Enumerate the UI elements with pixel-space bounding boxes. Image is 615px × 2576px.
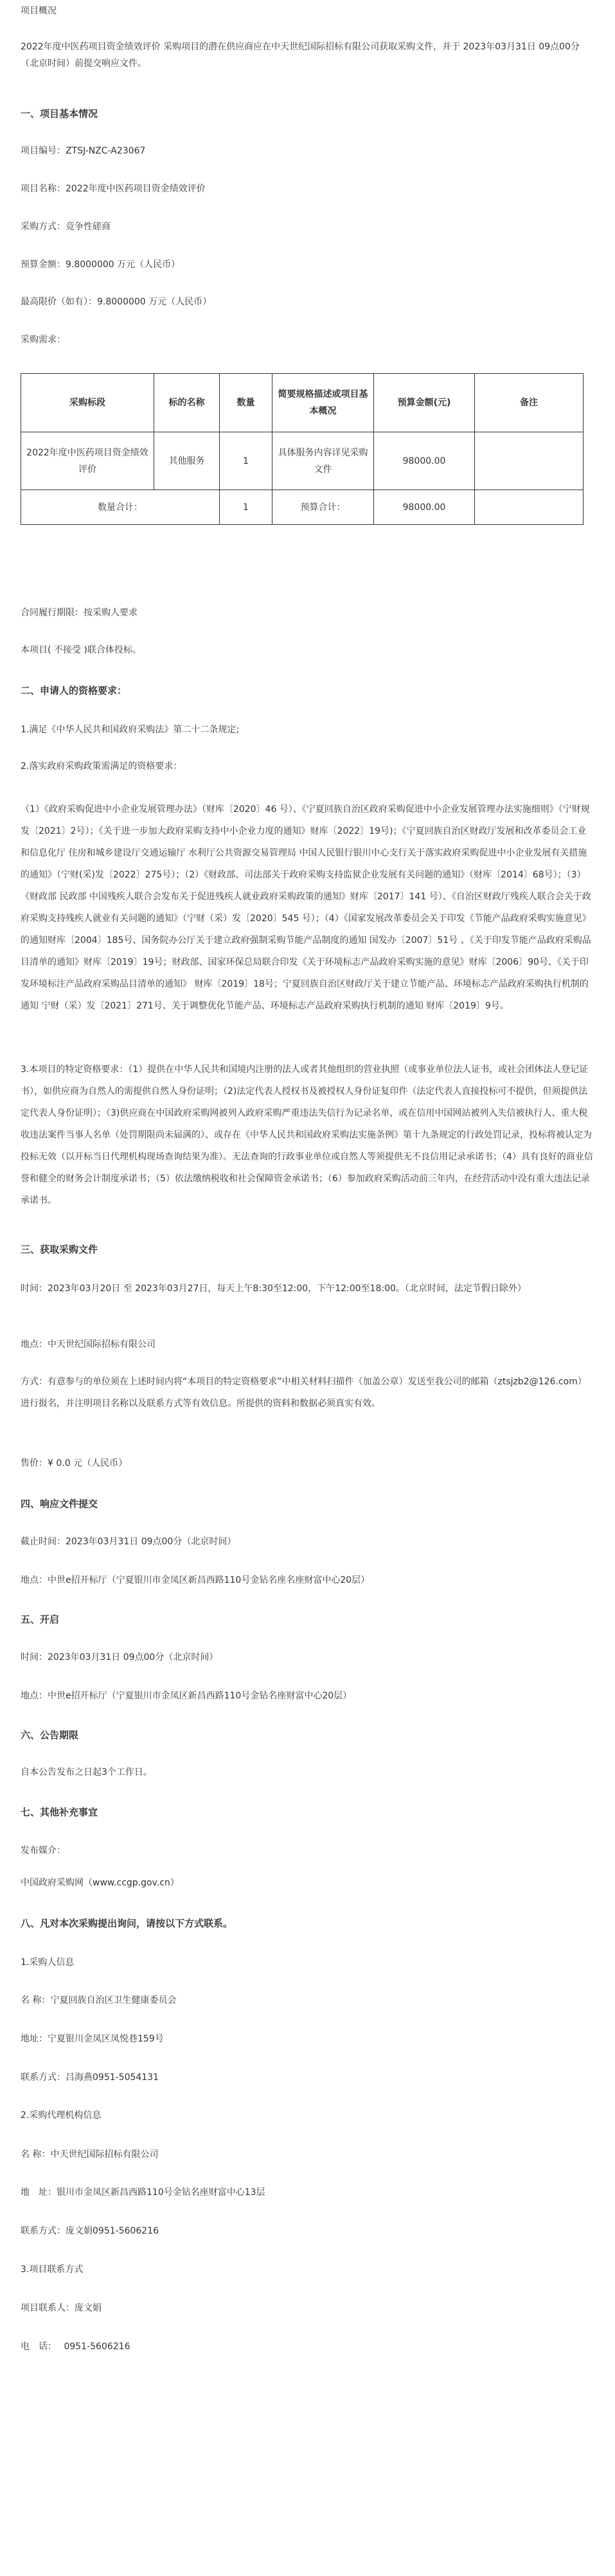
section-4-heading: 四、响应文件提交 (21, 1498, 98, 1510)
total-budget: 98000.00 (374, 490, 475, 525)
section-2-heading: 二、申请人的资格要求： (21, 685, 127, 696)
buyer-contact: 联系方式：吕海燕0951-5054131 (21, 2072, 159, 2083)
table-header-cell: 采购标段 (21, 374, 154, 432)
table-row (21, 432, 584, 490)
policy-requirements: （1）《政府采购促进中小企业发展管理办法》（财库〔2020〕46 号）、《宁夏回族自治区政府采购促进中小企业发展管理办法实施细则》（宁财规发〔2021〕2号）；《关于进一步加大政府采购支持中小企业力度的通知》财库〔2022〕19号)；《宁夏回族自治区财政厅发展和改革委员会工业和信息化厅 住房和城乡建设厅交通运输厅 水利厅公共资源交易管理局 中国人民银行银川中心支行关于落实政府采购促进中小企业发展有关措施的通知》（宁财(采)发〔2022〕275号）；（2）《财政部、司法部关于政府采购支持监狱企业发展有关问题的通知》（财库〔2014〕68号）；（3）《财政部 民政部 中国残疾人联合会发布关于促进残疾人就业政府采购政策的通知》财库〔2017〕141 号）、《自治区财政厅残疾人联合会关于政府采购支持残疾人就业有关问题的通知》（宁财（采）发〔2020〕545 号）；（4）《国家发展改革委员会关于印发《节能产品政府采购实施意见》的通知财库〔2004〕185号、国务院办公厅关于建立政府强制采购节能产品制度的通知 国发办〔2007〕51号 、《关于印发节能产品政府采购品目清单的通知》财库〔2019〕19号；财政部、国家环保总局联合印发《关于环境标志产品政府采购实施的意见》财库〔2006〕90号、《关于印发环境标注产品政府采购品目清单的通知》 财库〔2019〕18号；宁夏回族自治区财政厅关于建立节能产品、环境标志产品政府采购执行机制的通知 宁财（采）发〔2021〕271号、关于调整优化节能产品、环境标志产品政府采购执行机制的通知 财库〔2019〕9号。 (21, 804, 591, 1011)
section-6-heading: 六、公告期限 (21, 1729, 79, 1741)
total-quantity: 1 (220, 490, 272, 525)
media-label: 发布媒介： (21, 1846, 66, 1856)
submission-deadline: 截止时间：2023年03月31日 09点00分（北京时间） (21, 1537, 236, 1547)
qualification-3: 3.本项目的特定资格要求：（1）提供在中华人民共和国境内注册的法人或者其他组织的营业执照（或事业单位法人证书，或社会团体法人登记证书），如供应商为自然人的需提供自然人身份证明；（2)法定代表人授权书及被授权人身份证复印件（法定代表人直接投标可不提供，但须提供法定代表人身份证明）；（3)供应商在中国政府采购网被列入政府采购严重违法失信行为记录名单，或在信用中国网站被列入失信被执行人、重大税收违法案件当事人名单（处罚期限尚未届满的）、或存在《中华人民共和国政府采购法实施条例》第十九条规定的行政处罚记录，投标将被认定为投标无效（以开标当日代理机构现场查询结果为准）。无法查询的行政事业单位或自然人等须提供无不良信用记录承诺书；（4）具有良好的商业信誉和健全的财务会计制度承诺书；（5）依法缴纳税收和社会保障资金承诺书；（6）参加政府采购活动前三年内，在经营活动中没有重大违法记录承诺书。 (21, 1064, 593, 1206)
section-7-heading: 七、其他补充事宜 (21, 1806, 98, 1818)
table-cell: 98000.00 (374, 432, 475, 490)
table-cell: 1 (220, 432, 272, 490)
consortium-note: 本项目( 不接受 )联合体投标。 (21, 645, 141, 655)
table-cell: 其他服务 (154, 432, 220, 490)
agent-address: 地 址：银川市金凤区新昌西路110号金钻名座财富中心13层 (21, 2187, 265, 2198)
project-contact-person: 项目联系人：庞文娟 (21, 2303, 102, 2313)
table-cell: 具体服务内容详见采购文件 (272, 432, 374, 490)
agent-info-heading: 2.采购代理机构信息 (21, 2110, 102, 2121)
table-header-cell: 简要规格描述或项目基本概况 (272, 374, 374, 432)
qualification-2: 2.落实政府采购政策需满足的资格要求： (21, 761, 183, 772)
table-header-cell: 标的名称 (154, 374, 220, 432)
total-quantity-label: 数量合计： (21, 490, 220, 525)
opening-place: 地点：中世e招开标厅（宁夏银川市金凤区新昌西路110号金钻名座财富中心20层） (21, 1691, 352, 1701)
section-5-heading: 五、开启 (21, 1614, 60, 1625)
buyer-address: 地址：宁夏银川金凤区凤悦巷159号 (21, 2034, 164, 2044)
obtain-place: 地点：中天世纪国际招标有限公司 (21, 1339, 156, 1350)
overview-text: 2022年度中医药项目资金绩效评价 采购项目的潜在供应商应在中天世纪国际招标有限公司获取采购文件，并于 2023年03月31日 09点00分（北京时间）前提交响应文件。 (21, 42, 580, 69)
opening-time: 时间：2023年03月31日 09点00分（北京时间） (21, 1652, 218, 1663)
obtain-method: 方式：有意参与的单位须在上述时间内将“本项目的特定资格要求”中相关材料扫描件（加盖公章）发送至我公司的邮箱（ztsjzb2@126.com）进行报名，并注明项目名称以及联系方式等有效信息。所提供的资料和数据必须真实有效。 (21, 1377, 587, 1409)
contract-period: 合同履行期限：按采购人要求 (21, 608, 138, 618)
obtain-time: 时间：2023年03月20日 至 2023年03月27日，每天上午8:30至12:00，下午12:00至18:00。（北京时间，法定节假日除外） (21, 1284, 526, 1294)
media-site: 中国政府采购网（www.ccgp.gov.cn） (21, 1878, 179, 1888)
buyer-name: 名 称：宁夏回族自治区卫生健康委员会 (21, 1995, 177, 2006)
procurement-table (21, 373, 584, 525)
table-header-cell: 数量 (220, 374, 272, 432)
table-cell (475, 490, 584, 525)
announcement-period: 自本公告发布之日起3个工作日。 (21, 1767, 152, 1778)
table-cell: 2022年度中医药项目资金绩效评价 (21, 432, 154, 490)
table-header-cell: 备注 (475, 374, 584, 432)
total-budget-label: 预算合计： (272, 490, 374, 525)
requirement-label: 采购需求： (21, 335, 66, 345)
buyer-info-heading: 1.采购人信息 (21, 1957, 75, 1968)
table-header-cell: 预算金额(元) (374, 374, 475, 432)
procurement-method: 采购方式：竞争性磋商 (21, 222, 111, 232)
qualification-1: 1.满足《中华人民共和国政府采购法》第二十二条规定; (21, 725, 240, 735)
budget-amount: 预算金额：9.8000000 万元（人民币） (21, 260, 181, 270)
section-1-heading: 一、项目基本情况 (21, 108, 98, 119)
table-total-row (21, 490, 584, 525)
overview-heading: 项目概况 (21, 6, 57, 16)
section-8-heading: 八、凡对本次采购提出询问，请按以下方式联系。 (21, 1918, 233, 1929)
max-price: 最高限价（如有）：9.8000000 万元（人民币） (21, 297, 212, 307)
project-contact-phone: 电 话： 0951-5606216 (21, 2342, 130, 2352)
document-price: 售价：¥ 0.0 元（人民币） (21, 1458, 128, 1469)
submission-place: 地点：中世e招开标厅（宁夏银川市金凤区新昌西路110号金钻名座名座财富中心20层） (21, 1575, 370, 1585)
table-header-row (21, 374, 584, 432)
project-number: 项目编号：ZTSJ-NZC-A23067 (21, 146, 146, 156)
project-contact-heading: 3.项目联系方式 (21, 2264, 84, 2275)
project-name: 项目名称：2022年度中医药项目资金绩效评价 (21, 184, 206, 194)
agent-name: 名 称：中天世纪国际招标有限公司 (21, 2149, 159, 2160)
table-cell (475, 432, 584, 490)
section-3-heading: 三、获取采购文件 (21, 1244, 98, 1255)
agent-contact: 联系方式：庞文娟0951-5606216 (21, 2226, 159, 2236)
